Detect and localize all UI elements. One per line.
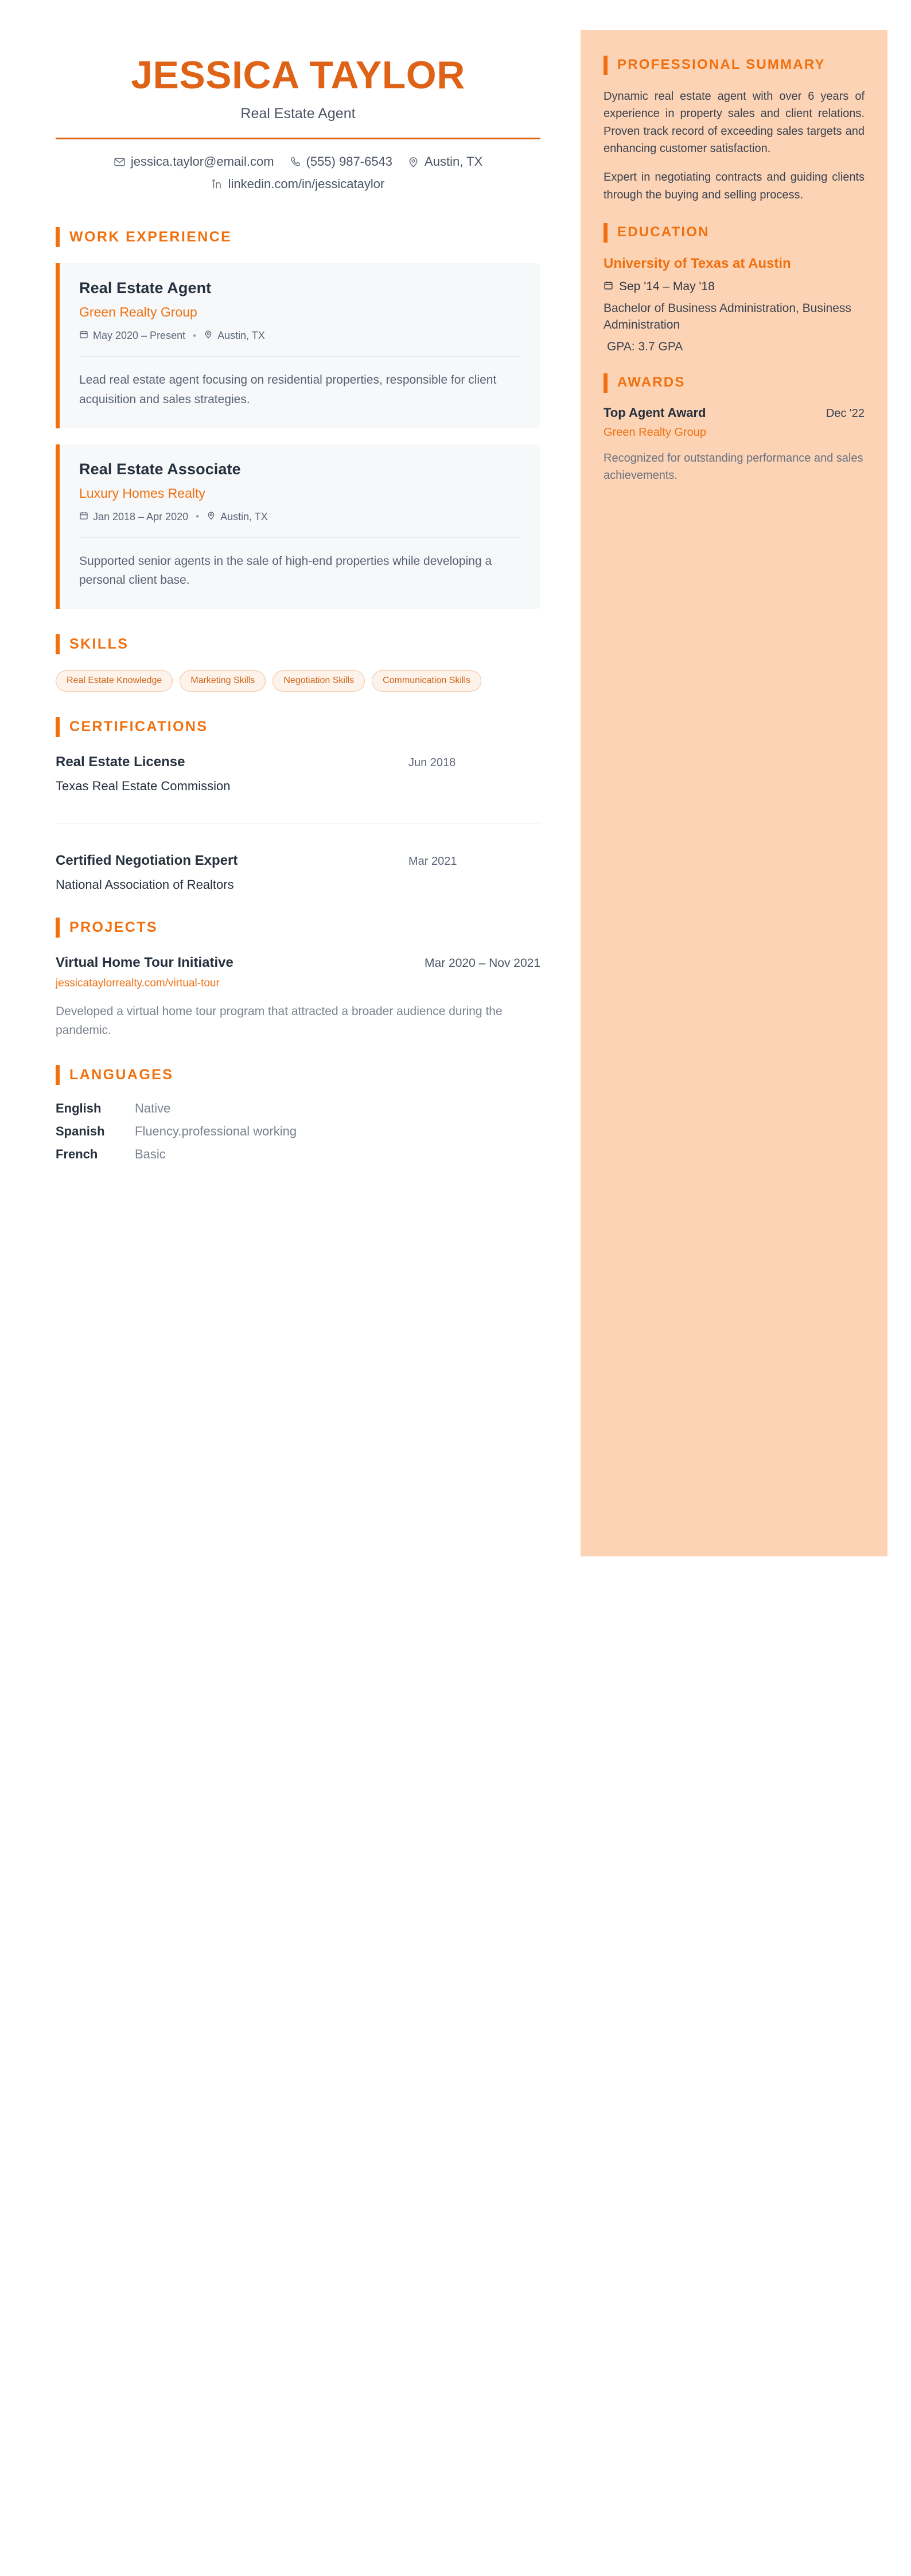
experience-card xyxy=(56,444,540,609)
section-header-skills xyxy=(56,634,540,654)
education-gpa: GPA: 3.7 GPA xyxy=(607,340,683,354)
certification-date: Jun 2018 xyxy=(408,756,456,770)
calendar-icon xyxy=(79,330,88,342)
certification-header-row xyxy=(56,853,540,869)
skill-list xyxy=(56,670,532,692)
experience-location-group xyxy=(207,511,268,523)
language-level: Native xyxy=(135,1101,171,1116)
contact-row-secondary xyxy=(56,177,540,192)
skill-pill: Negotiation Skills xyxy=(272,670,365,692)
certification-header-row xyxy=(56,754,540,770)
project-description: Developed a virtual home tour program that attracted a broader audience during the pandemic. xyxy=(56,1005,503,1037)
language-row xyxy=(56,1147,540,1162)
language-name: Spanish xyxy=(56,1124,105,1139)
language-row xyxy=(56,1101,540,1116)
section-certifications xyxy=(56,717,540,892)
experience-dates: Jan 2018 – Apr 2020 xyxy=(93,510,189,522)
experience-dates-group xyxy=(79,511,188,523)
section-title: EDUCATION xyxy=(617,224,710,240)
section-title: LANGUAGES xyxy=(69,1067,174,1083)
resume-header xyxy=(56,55,540,192)
section-accent-bar xyxy=(604,373,608,393)
section-title: WORK EXPERIENCE xyxy=(69,229,232,245)
header-divider xyxy=(56,138,540,139)
award-date: Dec '22 xyxy=(826,407,865,420)
skill-pill: Communication Skills xyxy=(372,670,481,692)
main-column xyxy=(0,0,581,1204)
contact-phone[interactable] xyxy=(289,154,392,169)
section-title: AWARDS xyxy=(617,374,686,391)
section-languages xyxy=(56,1065,540,1162)
experience-company: Green Realty Group xyxy=(79,305,197,320)
contact-email-text: jessica.taylor@email.com xyxy=(130,154,274,169)
experience-location: Austin, TX xyxy=(220,510,268,522)
page-title: JESSICA TAYLOR xyxy=(131,53,465,97)
section-accent-bar xyxy=(56,1065,60,1085)
section-title: PROJECTS xyxy=(69,919,158,936)
language-level: Fluency.professional working xyxy=(135,1124,297,1139)
section-accent-bar xyxy=(56,227,60,247)
experience-location: Austin, TX xyxy=(217,330,265,342)
section-header-work-experience xyxy=(56,227,540,247)
education-degree: Bachelor of Business Administration, Business Administration xyxy=(604,301,851,332)
experience-meta xyxy=(79,511,521,523)
language-row xyxy=(56,1124,540,1139)
header-job-title: Real Estate Agent xyxy=(240,106,356,122)
section-header-projects xyxy=(56,918,540,938)
skill-pill: Real Estate Knowledge xyxy=(56,670,173,692)
section-title: SKILLS xyxy=(69,636,129,653)
language-name: French xyxy=(56,1147,98,1162)
certification-item xyxy=(56,853,540,892)
meta-separator: • xyxy=(193,330,197,341)
contact-linkedin[interactable] xyxy=(212,177,385,192)
certification-name: Certified Negotiation Expert xyxy=(56,853,238,869)
certification-issuer: Texas Real Estate Commission xyxy=(56,779,231,794)
project-header-row xyxy=(56,955,540,971)
summary-paragraph-2: Expert in negotiating contracts and guiding clients through the buying and selling process. xyxy=(604,171,865,201)
certification-divider xyxy=(56,823,540,824)
education-school: University of Texas at Austin xyxy=(604,255,791,271)
award-organization: Green Realty Group xyxy=(604,426,706,439)
experience-dates: May 2020 – Present xyxy=(93,330,186,342)
experience-card xyxy=(56,263,540,428)
card-divider xyxy=(79,537,521,538)
contact-row-primary xyxy=(56,154,540,169)
section-accent-bar xyxy=(604,223,608,243)
section-work-experience xyxy=(56,227,540,609)
skill-pill: Marketing Skills xyxy=(180,670,266,692)
section-projects xyxy=(56,918,540,1040)
experience-meta xyxy=(79,330,521,342)
calendar-icon xyxy=(604,280,613,294)
experience-location-group xyxy=(204,330,265,342)
education-dates-row xyxy=(604,280,865,294)
experience-description: Lead real estate agent focusing on residential properties, responsible for client acquisition and sales strategies. xyxy=(79,373,497,406)
section-title: CERTIFICATIONS xyxy=(69,719,208,735)
experience-description: Supported senior agents in the sale of high-end properties while developing a personal client base. xyxy=(79,554,492,587)
experience-role: Real Estate Associate xyxy=(79,460,241,478)
certification-item xyxy=(56,754,540,794)
section-header-languages xyxy=(56,1065,540,1085)
language-list xyxy=(56,1101,540,1162)
email-icon xyxy=(114,156,126,168)
section-accent-bar xyxy=(56,717,60,737)
award-item xyxy=(604,405,865,484)
location-icon xyxy=(204,330,213,342)
award-header-row xyxy=(604,405,865,420)
language-level: Basic xyxy=(135,1147,166,1162)
project-name: Virtual Home Tour Initiative xyxy=(56,955,233,971)
contact-email[interactable] xyxy=(114,154,274,169)
project-date: Mar 2020 – Nov 2021 xyxy=(425,957,540,970)
contact-location-text: Austin, TX xyxy=(425,154,483,169)
linkedin-icon xyxy=(212,178,223,190)
section-accent-bar xyxy=(604,56,608,75)
section-skills xyxy=(56,634,540,692)
education-item xyxy=(604,255,865,354)
sidebar xyxy=(581,30,887,1556)
experience-role: Real Estate Agent xyxy=(79,279,212,297)
experience-company: Luxury Homes Realty xyxy=(79,485,205,501)
award-description: Recognized for outstanding performance and sales achievements. xyxy=(604,451,863,482)
card-divider xyxy=(79,356,521,357)
location-icon xyxy=(207,511,216,523)
contact-phone-text: (555) 987-6543 xyxy=(306,154,393,169)
section-header-professional-summary xyxy=(604,56,865,75)
award-name: Top Agent Award xyxy=(604,405,706,420)
project-link[interactable]: jessicataylorrealty.com/virtual-tour xyxy=(56,977,220,990)
project-item xyxy=(56,955,540,1040)
experience-dates-group xyxy=(79,330,185,342)
certification-issuer: National Association of Realtors xyxy=(56,877,234,892)
location-icon xyxy=(407,156,419,168)
language-name: English xyxy=(56,1101,102,1116)
section-header-education xyxy=(604,223,865,243)
section-header-awards xyxy=(604,373,865,393)
section-title: PROFESSIONAL SUMMARY xyxy=(617,57,826,72)
section-accent-bar xyxy=(56,634,60,654)
section-header-certifications xyxy=(56,717,540,737)
calendar-icon xyxy=(79,511,88,523)
certification-name: Real Estate License xyxy=(56,754,185,770)
section-accent-bar xyxy=(56,918,60,938)
certification-date: Mar 2021 xyxy=(408,855,457,868)
summary-paragraph-1: Dynamic real estate agent with over 6 years of experience in property sales and client relations. Proven track record of exceeding sales targets and enhancing customer satisfaction. xyxy=(604,89,865,155)
contact-location xyxy=(407,154,482,169)
education-dates: Sep '14 – May '18 xyxy=(619,279,715,293)
phone-icon xyxy=(289,156,301,168)
contact-linkedin-text: linkedin.com/in/jessicataylor xyxy=(228,177,385,192)
meta-separator: • xyxy=(196,511,200,522)
